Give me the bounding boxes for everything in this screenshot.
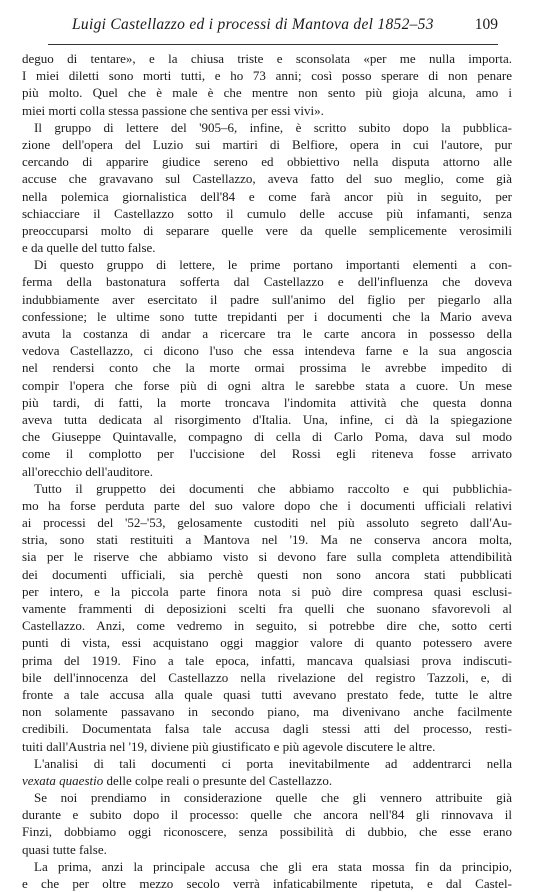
text-line: prima del 1919. Fino a tale epoca, infatti, mancava qualsiasi prova indiscuti-: [22, 652, 512, 668]
text-line: Il gruppo di lettere del '905–6, infine, è scritto subito dopo la pubblica-: [34, 119, 512, 135]
text-line: e che per oltre mezzo secolo verrà infaticabilmente ripetuta, e dal Castel-: [22, 876, 512, 891]
text-line: non solamente passavano in secondo piano, ma divenivano anche facilmente: [22, 704, 512, 720]
text-line: avuta la costanza di andar a ricercare tra le carte ancora in possesso della: [22, 326, 512, 341]
text-line: confessione; le ultime sono tutte trepidanti per i documenti che la Mario aveva: [22, 308, 512, 324]
text-line: schiacciare il Castellazzo sotto il cumulo delle accuse più infamanti, senza: [22, 205, 512, 221]
text-line: stria, sono stati restituiti a Mantova nel '19. Ma ne conserva ancora molta,: [22, 532, 512, 548]
text-line: compir l'opera che forse più di ogni altra le sarebbe stata a cuore. Un mese: [22, 377, 512, 393]
text-line: aveva tutta dedicata al risorgimento d'Italia. Una, infine, ci dà la spiegazione: [22, 411, 512, 427]
text-line: all'orecchio dell'auditore.: [22, 463, 154, 479]
text-line: preoccuparsi molto di separare quelle vere da quelle semplicemente verosimili: [22, 222, 512, 238]
text-line: deguo di tentare», e la chiusa triste e sconsolata «per me nulla importa.: [22, 51, 512, 66]
running-title: Luigi Castellazzo ed i processi di Mantova del 1852–53: [72, 16, 434, 33]
text-line: quasi tutte false.: [22, 841, 107, 857]
text-line: L'analisi di tali documenti ci porta inevitabilmente ad addentrarci nella: [34, 755, 512, 771]
text-line: vamente frammenti di deposizioni scelti fra quelli che suonano sfavorevoli al: [22, 601, 512, 616]
text-line: accuse che gravavano sul Castellazzo, aveva fatto del suo meglio, come già: [22, 171, 512, 187]
text-line: per intero, e la piccola parte finora nota si può dire compresa quasi esclusi-: [22, 583, 512, 599]
text-line: come il complotto per l'uccisione del Rossi egli riteneva fosse arrivato: [22, 446, 512, 462]
text-line: ferma della bastonatura sofferta dal Castellazzo e dell'influenza che doveva: [22, 274, 512, 290]
text-line: Finzi, dobbiamo oggi riconoscere, senza possibilità di dubbio, che esse erano: [22, 824, 512, 840]
text-line: indubbiamente aver esercitato il padre sull'animo del figlio per piegarlo alla: [22, 291, 512, 307]
text-line: vedova Castellazzo, ci dicono l'uso che essa intendeva farne e la sua angoscia: [22, 343, 512, 359]
text-line: punti di vista, essi acquistano oggi maggior valore di quanto potessero avere: [22, 635, 512, 651]
page-header: [48, 14, 498, 45]
text-line: La prima, anzi la principale accusa che gli era stata mossa fin da principio,: [34, 858, 512, 874]
text-line: tuiti dall'Austria nel '19, diviene più giustificato e più agevole discutere le altre.: [22, 738, 436, 754]
text-line: più tardi, di fatti, la morte troncava l'indomita attività che questa donna: [22, 394, 512, 410]
text-line: Di questo gruppo di lettere, le prime portano importanti elementi a con-: [34, 257, 512, 273]
page-number: 109: [474, 16, 498, 33]
text-line: e da quelle del tutto false.: [22, 240, 156, 256]
text-line: più molto. Quel che è male è che mentre non sento più gioja alcuna, amo i: [22, 85, 512, 101]
text-line: fronte a tale accusa alla quale quasi tutti avevano prestato fede, tutte le altre: [22, 686, 512, 702]
text-line: miei morti colla stessa passione che sentiva per essi vivi».: [22, 102, 324, 118]
text-line: cercando di apparire giudice sereno ed obbiettivo nella disputa attorno alle: [22, 154, 512, 170]
body-text: [22, 50, 512, 892]
text-line: I miei diletti sono morti tutti, e ho 73 anni; così posso sperare di non penare: [22, 68, 512, 84]
text-line: Se noi prendiamo in considerazione quelle che gli vennero attribuite già: [34, 790, 512, 806]
text-line: nel rendersi conto che la morte ormai prossima le avrebbe impedito di: [22, 360, 512, 376]
text-line: mo ha forse perduta parte del suo valore dopo che i documenti ufficiali relativi: [22, 497, 512, 513]
text-line: che Giuseppe Quintavalle, compagno di cella di Carlo Poma, dava sul modo: [22, 429, 512, 445]
text-line: Castellazzo. Anzi, come vedremo in seguito, si potrebbe dire che, sotto certi: [22, 618, 512, 634]
text-line: ai processi del '52–'53, gelosamente custoditi nel più assoluto segreto dall'Au-: [22, 515, 512, 531]
text-line: bile dell'innocenza del Castellazzo nella rivelazione del registro Tazzoli, e, di: [22, 669, 512, 685]
text-line: sia per le riserve che abbiamo visto si devono fare sulla completa attendibilità: [22, 549, 512, 565]
text-line: credibili. Documentata falsa tale accusa dagli stessi atti del processo, resti-: [22, 721, 512, 737]
text-line: Tutto il gruppetto dei documenti che abbiamo raccolto e qui pubblichia-: [34, 480, 512, 496]
text-line: nella polemica giornalistica dell'84 e come farà ancor più in seguito, per: [22, 188, 512, 204]
text-line: vexata quaestio delle colpe reali o presunte del Castellazzo.: [22, 772, 333, 788]
text-line: zione dell'opera del Luzio sui martiri di Belfiore, opera in cui l'autore, pur: [22, 136, 512, 152]
text-line: dei documenti ufficiali, sia perchè questi non sono ancora stati pubblicati: [22, 566, 512, 582]
text-line: durante e subito dopo il processo: quelle che ancora nell'84 gli rinnovava il: [22, 807, 512, 823]
